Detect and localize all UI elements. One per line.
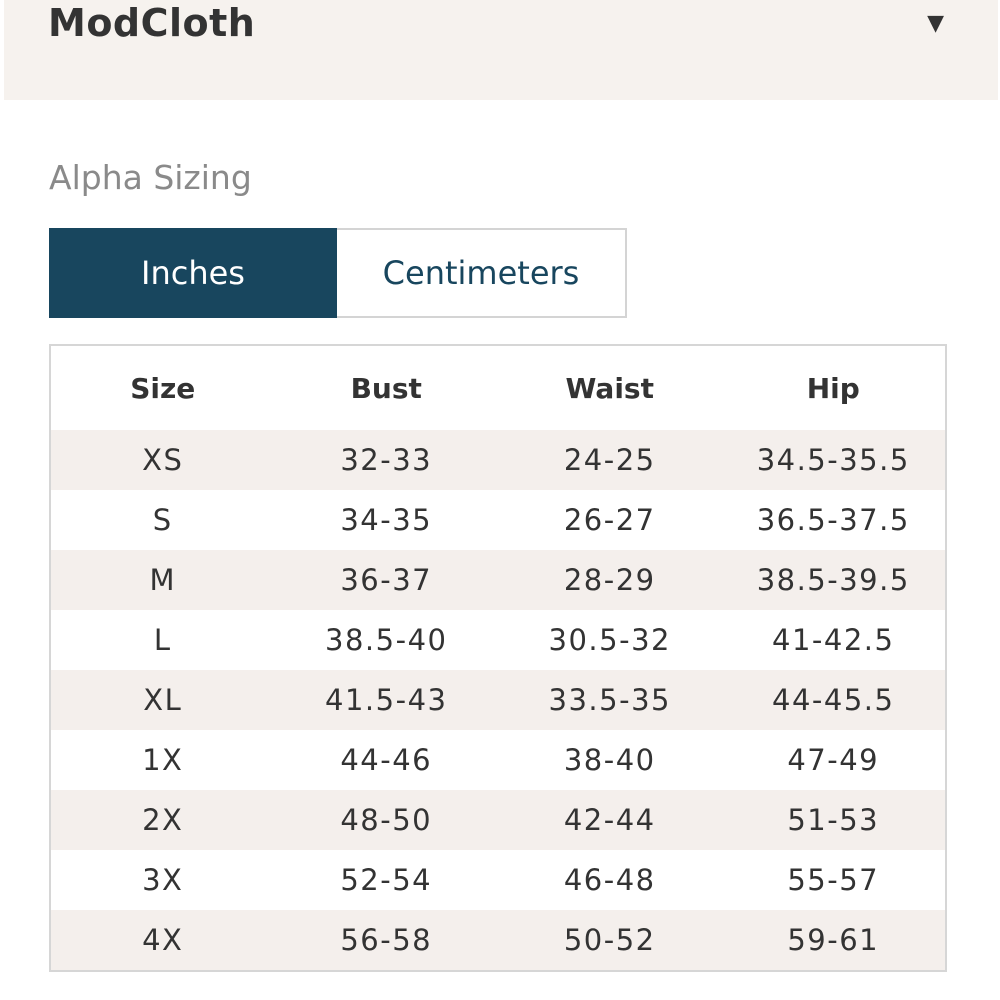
bust-cell: 56-58: [275, 910, 499, 970]
waist-cell: 33.5-35: [498, 670, 722, 730]
hip-cell: 34.5-35.5: [722, 430, 946, 490]
hip-cell: 47-49: [787, 743, 880, 777]
table-row: [51, 610, 945, 670]
table-row: [51, 790, 945, 850]
waist-cell: 26-27: [563, 503, 656, 537]
column-header-waist: Waist: [565, 371, 654, 405]
size-cell: S: [152, 503, 173, 537]
bust-cell: 44-46: [340, 743, 433, 777]
table-row: [51, 670, 945, 730]
hip-cell: 55-57: [787, 863, 880, 897]
bust-cell: 34-35: [340, 503, 433, 537]
table-header-row: [51, 346, 945, 430]
size-cell: XS: [51, 430, 275, 490]
hip-cell: 38.5-39.5: [722, 550, 946, 610]
table-row: [51, 850, 945, 910]
size-cell: 3X: [142, 863, 184, 897]
size-cell: 4X: [51, 910, 275, 970]
size-cell: XL: [51, 670, 275, 730]
hip-cell: 41-42.5: [772, 623, 895, 657]
size-cell: M: [51, 550, 275, 610]
waist-cell: 42-44: [498, 790, 722, 850]
centimeters-button[interactable]: Centimeters: [337, 228, 627, 318]
unit-toggle: [49, 228, 627, 318]
waist-cell: 38-40: [563, 743, 656, 777]
table-row: [51, 430, 945, 490]
hip-cell: 51-53: [722, 790, 946, 850]
column-header-size: Size: [130, 371, 196, 405]
size-cell: 1X: [142, 743, 184, 777]
section-title: Alpha Sizing: [49, 158, 252, 197]
bust-cell: 36-37: [275, 550, 499, 610]
bust-cell: 41.5-43: [275, 670, 499, 730]
brand-logo-text: ModCloth: [48, 1, 256, 45]
inches-button[interactable]: Inches: [49, 228, 337, 318]
table-row: [51, 730, 945, 790]
column-header-bust: Bust: [350, 371, 422, 405]
bust-cell: 38.5-40: [325, 623, 448, 657]
table-row: [51, 550, 945, 610]
bust-cell: 48-50: [275, 790, 499, 850]
column-header-hip: Hip: [806, 371, 860, 405]
header-bar[interactable]: [4, 0, 998, 100]
size-chart-table: [49, 344, 947, 972]
hip-cell: 44-45.5: [722, 670, 946, 730]
waist-cell: 28-29: [498, 550, 722, 610]
hip-cell: 59-61: [722, 910, 946, 970]
dropdown-caret-icon[interactable]: ▼: [927, 11, 944, 36]
hip-cell: 36.5-37.5: [756, 503, 910, 537]
size-cell: L: [153, 623, 172, 657]
bust-cell: 32-33: [275, 430, 499, 490]
waist-cell: 50-52: [498, 910, 722, 970]
waist-cell: 24-25: [498, 430, 722, 490]
waist-cell: 30.5-32: [548, 623, 671, 657]
table-row: [51, 490, 945, 550]
bust-cell: 52-54: [340, 863, 433, 897]
waist-cell: 46-48: [563, 863, 656, 897]
size-cell: 2X: [51, 790, 275, 850]
table-row: [51, 910, 945, 970]
